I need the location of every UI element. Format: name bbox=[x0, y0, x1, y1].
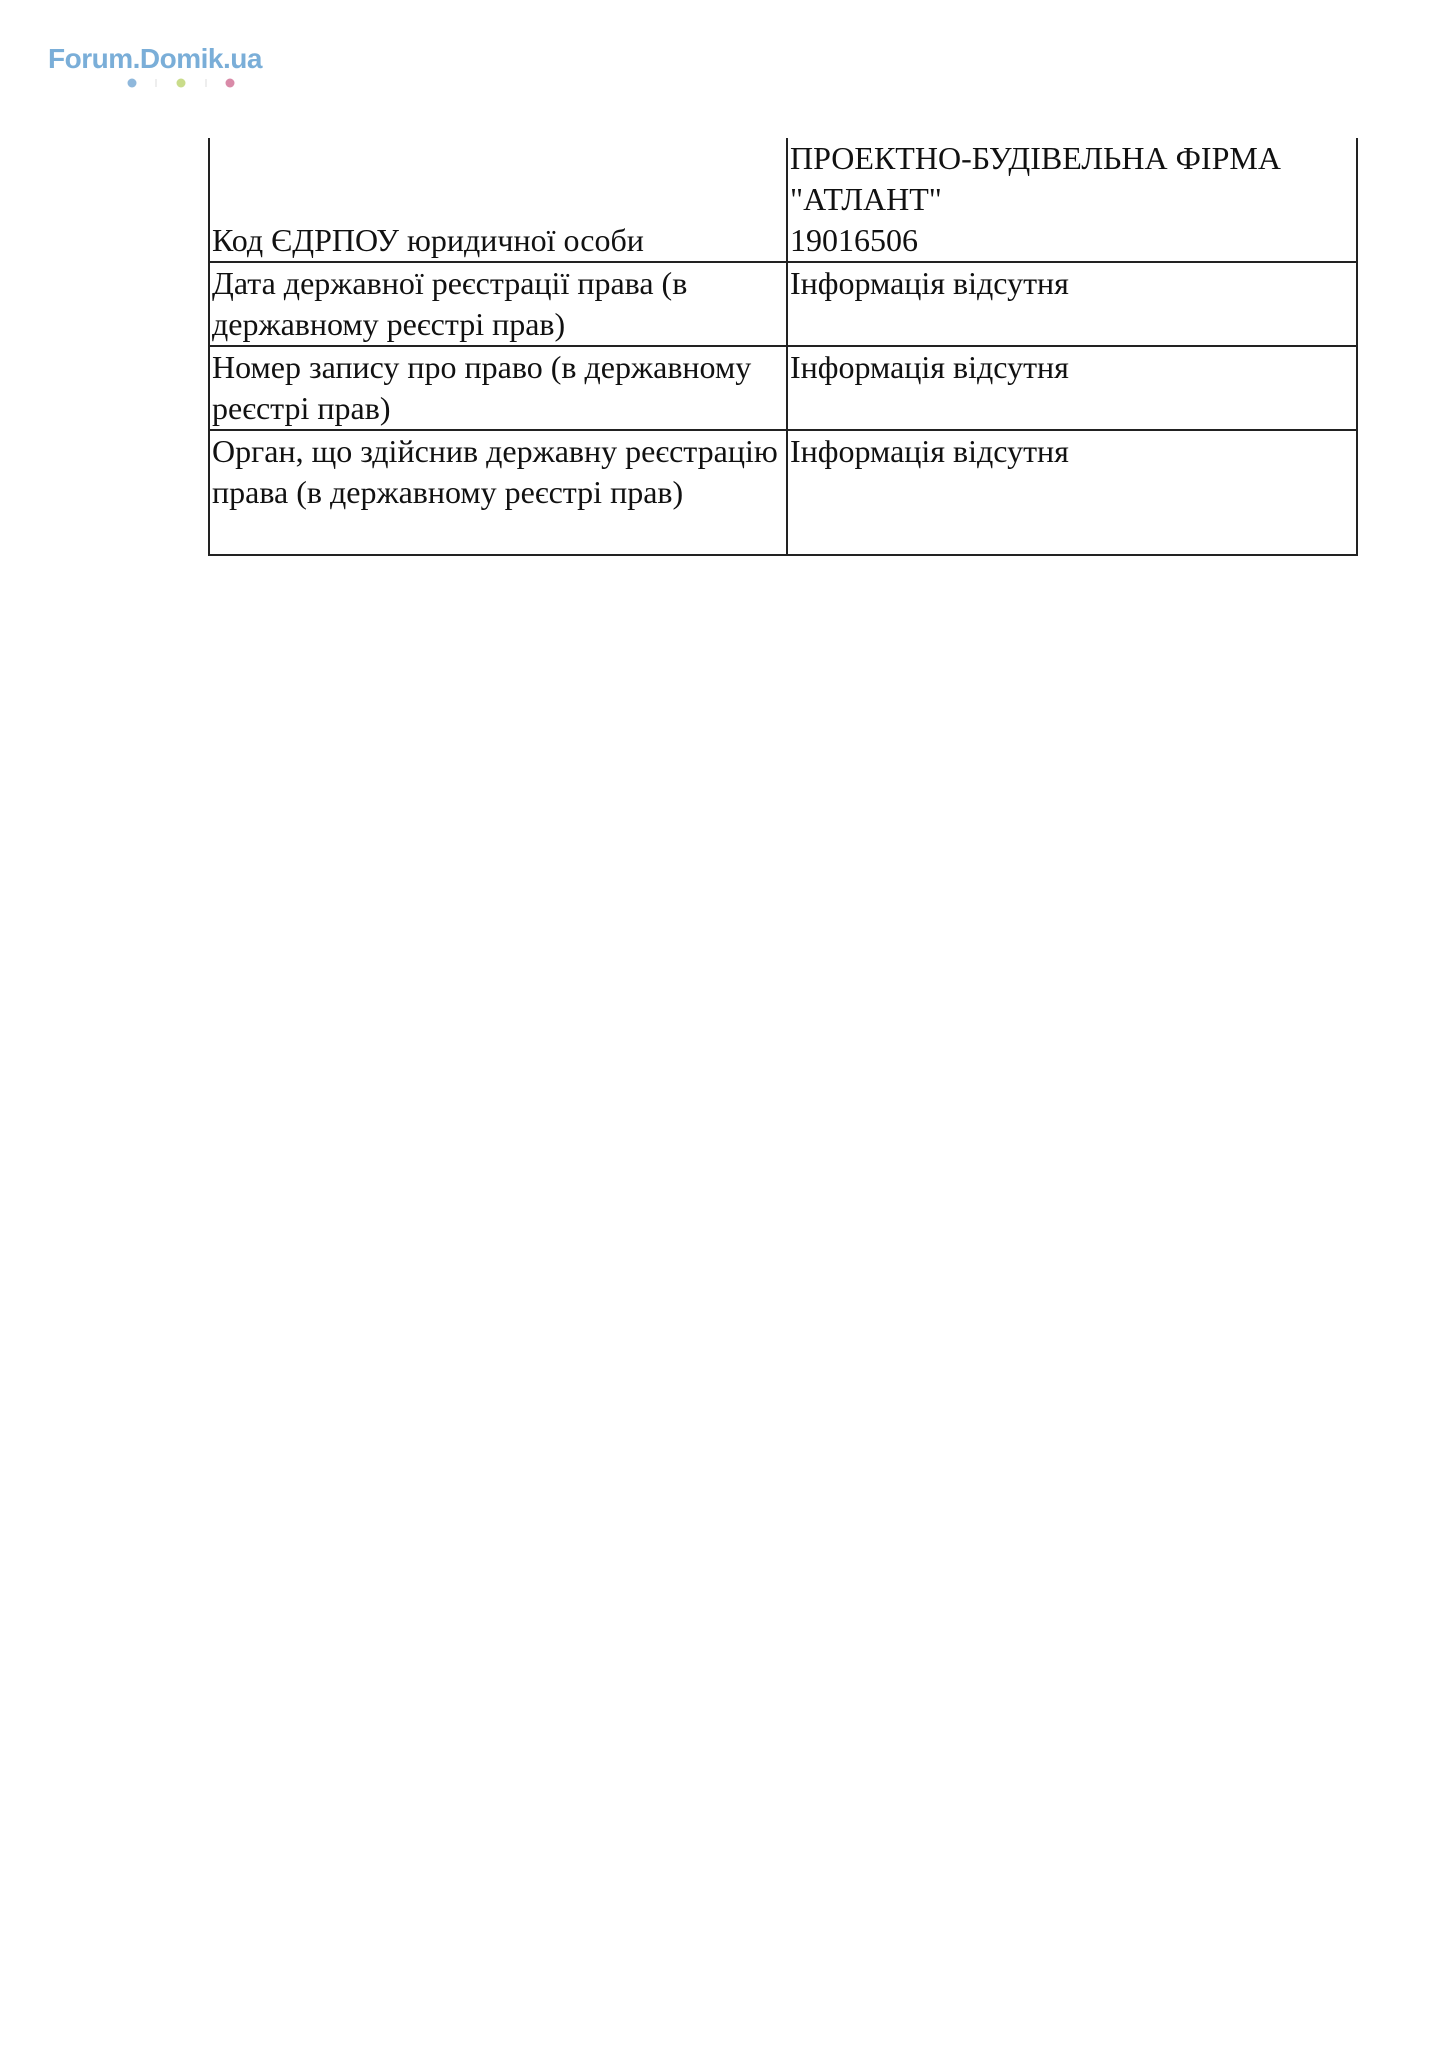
table-row bbox=[209, 138, 1357, 262]
registration-date-label: Дата державної реєстрації права (в державному реєстрі прав) bbox=[209, 262, 787, 346]
company-name-line-2: "АТЛАНТ" bbox=[790, 181, 942, 217]
table-row bbox=[209, 262, 1357, 346]
record-number-label: Номер запису про право (в державному реєстрі прав) bbox=[209, 346, 787, 430]
registration-authority-label: Орган, що здійснив державну реєстрацію права (в державному реєстрі прав) bbox=[209, 430, 787, 555]
logo-dot-pink bbox=[226, 79, 235, 88]
registration-date-value: Інформація відсутня bbox=[787, 262, 1357, 346]
logo-dots-icon bbox=[126, 76, 236, 90]
registry-table bbox=[208, 138, 1358, 556]
table-row bbox=[209, 346, 1357, 430]
edrpou-code: 19016506 bbox=[790, 222, 918, 258]
registration-authority-value: Інформація відсутня bbox=[787, 430, 1357, 555]
record-number-value: Інформація відсутня bbox=[787, 346, 1357, 430]
table-row bbox=[209, 430, 1357, 555]
edrpou-label: Код ЄДРПОУ юридичної особи bbox=[209, 138, 787, 262]
logo-dot-green bbox=[177, 79, 186, 88]
site-logo[interactable] bbox=[48, 42, 288, 92]
logo-text: Forum.Domik.ua bbox=[48, 43, 262, 74]
edrpou-value bbox=[787, 138, 1357, 262]
logo-dot-blue bbox=[128, 79, 137, 88]
company-name-line-1: ПРОЕКТНО-БУДІВЕЛЬНА ФІРМА bbox=[790, 140, 1281, 176]
